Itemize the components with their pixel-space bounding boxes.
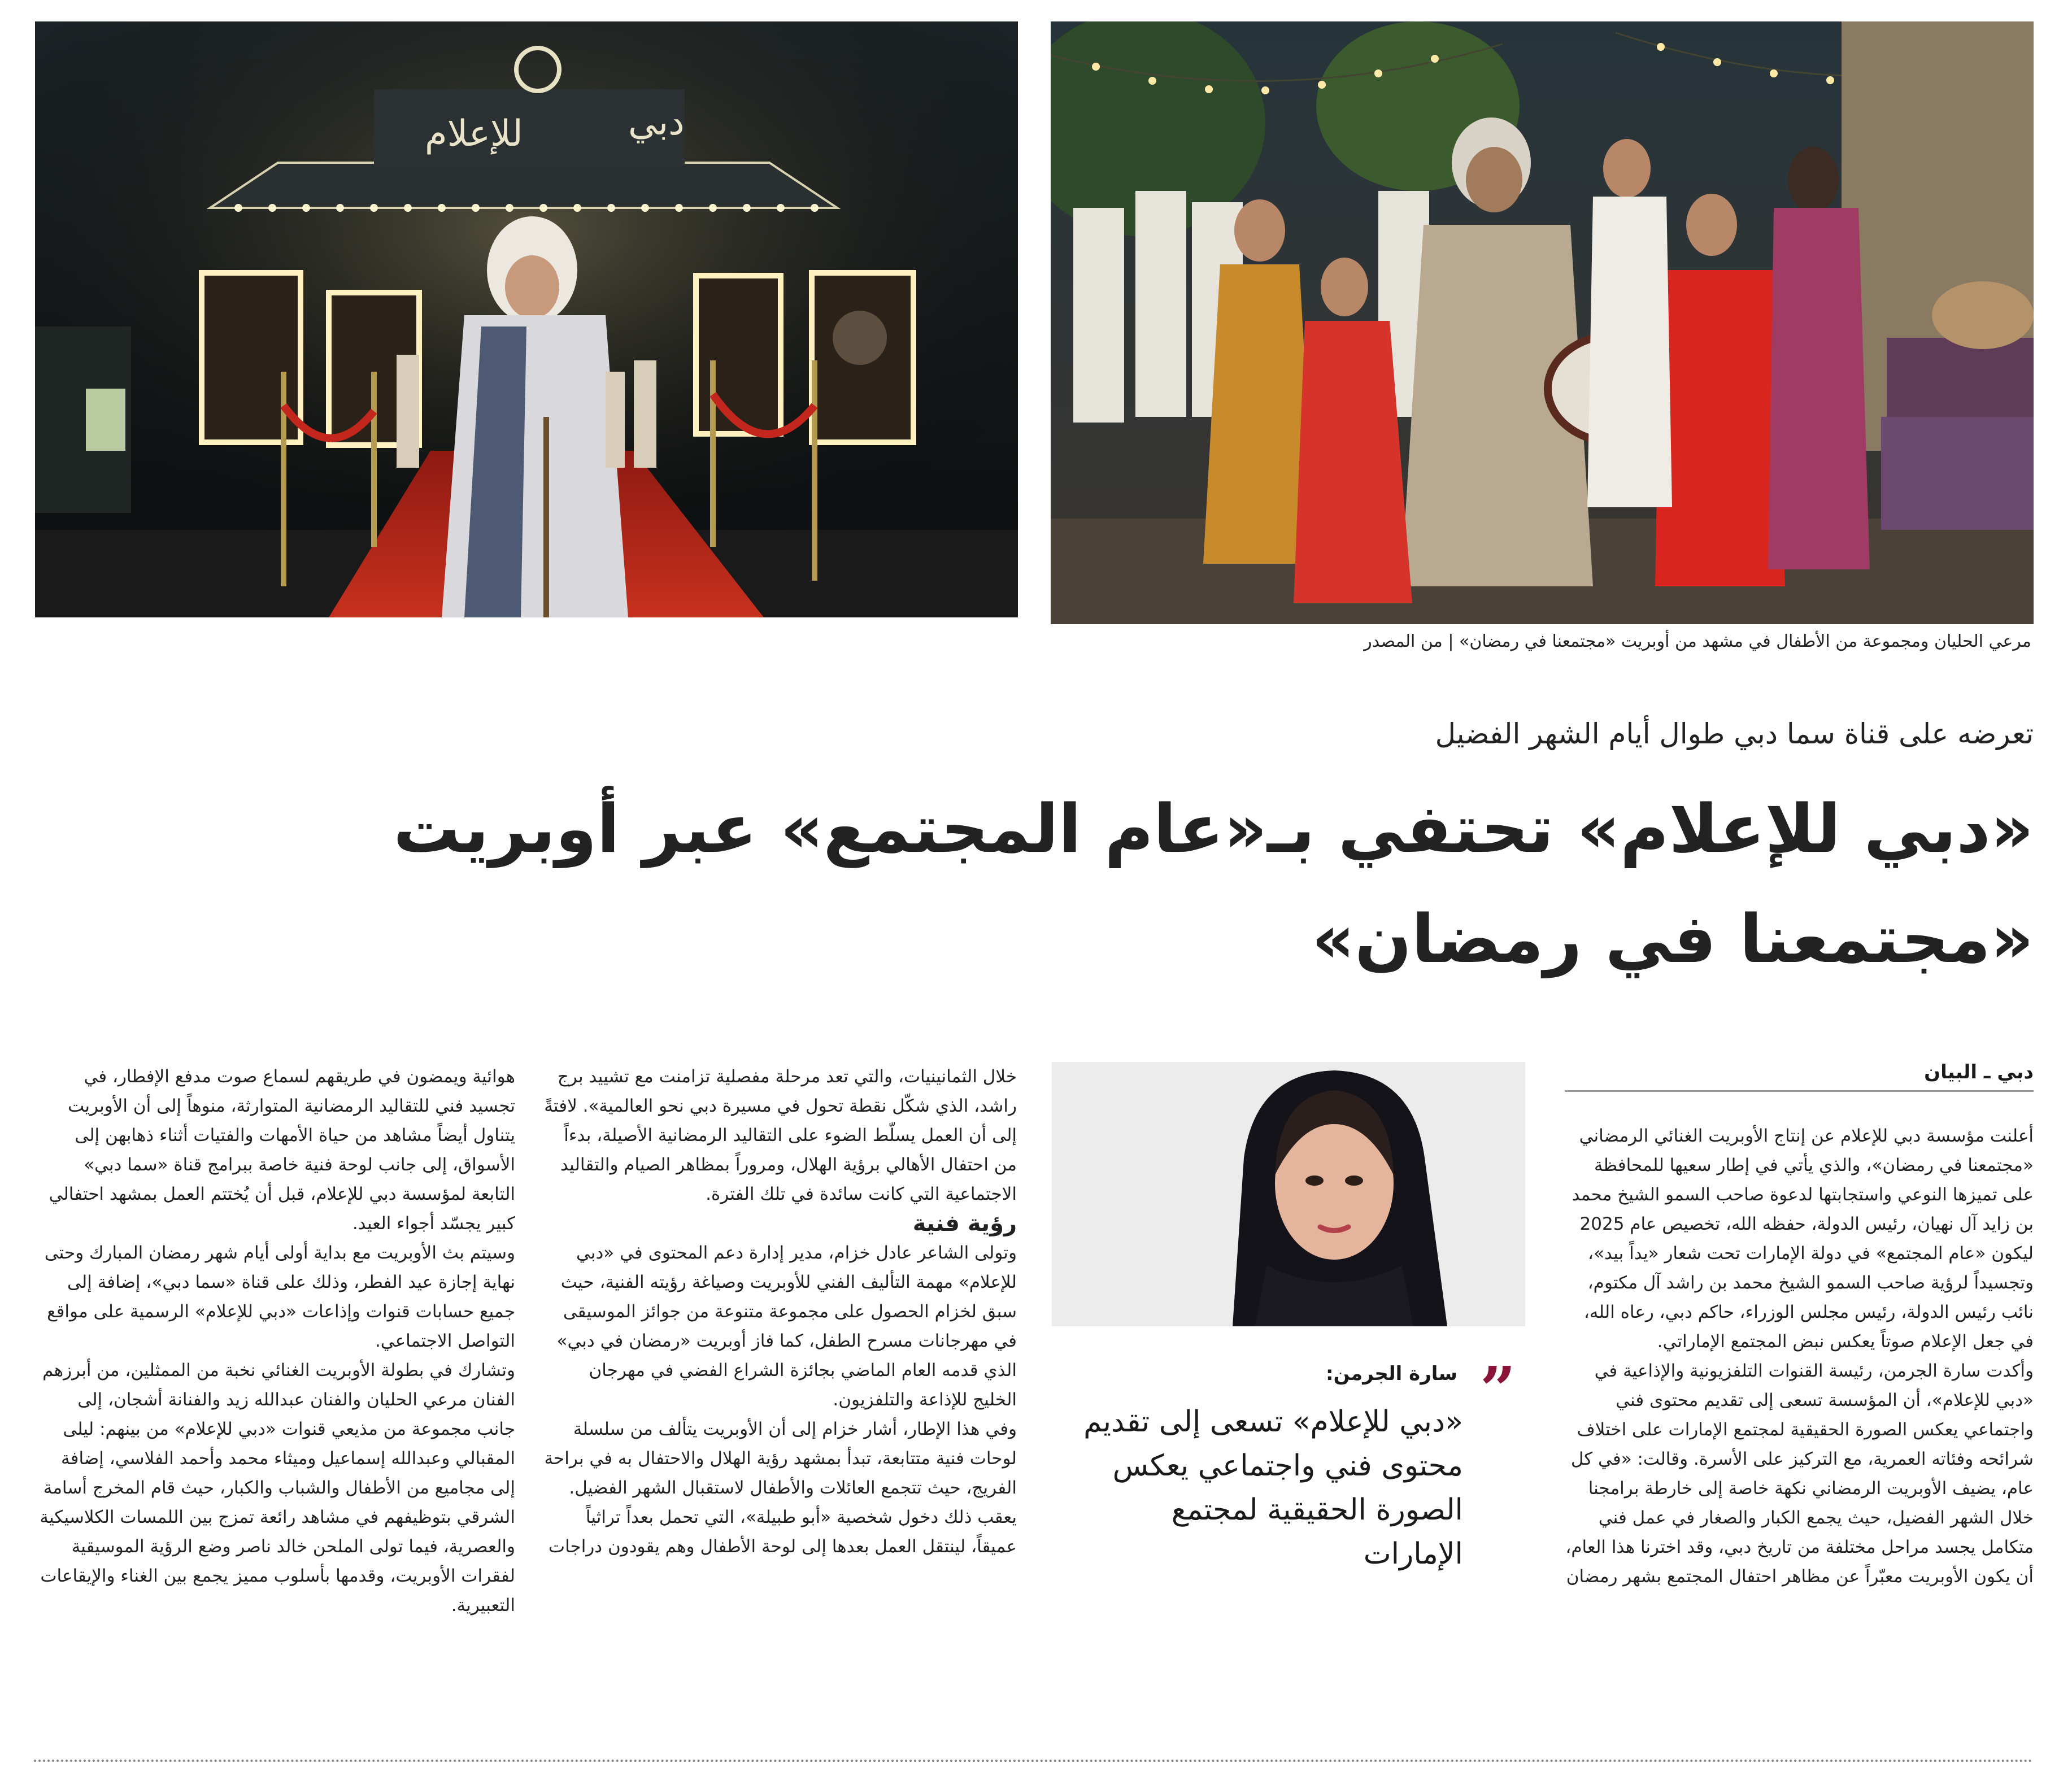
quote-name: سارة الجرمن:	[1325, 1362, 1457, 1385]
headline-line-2: «مجتمعنا في رمضان»	[1311, 900, 2034, 978]
subheading: رؤية فنية	[912, 1211, 1017, 1237]
column-3	[542, 1062, 1017, 1561]
headline-line-1: «دبي للإعلام» تحتفي بـ«عام المجتمع» عبر أوبريت	[393, 790, 2034, 868]
column-3-paragraph-2: وفي هذا الإطار، أشار خزام إلى أن الأوبريت يتألف من سلسلة لوحات فنية متتابعة، تبدأ بمشهد رؤية الهلال والاحتفال به في براحة الفريج، حيث تتجمع العائلات والأطفال لاستقبال الشهر الفضيل. يعقب ذلك دخول شخصية «أبو طبيلة»، التي تحمل بعداً تراثياً عميقاً، لينتقل العمل بعدها إلى لوحة الأطفال وهم يقودون دراجات	[544, 1419, 1017, 1557]
column-1-paragraph-2: وأكدت سارة الجرمن، رئيسة القنوات التلفزيونية والإذاعية في «دبي للإعلام»، أن المؤسسة تسعى إلى تقديم محتوى فني واجتماعي يعكس الصورة الحقيقية لمجتمع الإمارات على اختلاف شرائحه وفئاته العمرية، مع التركيز على الأسرة. وقالت: «في كل عام، يضيف الأوبريت الرمضاني نكهة خاصة إلى خارطة برامجنا خلال الشهر الفضيل، حيث يجمع الكبار والصغار في عمل فني متكامل يجسد مراحل مختلفة من تاريخ دبي، وقد اخترنا هذا العام، أن يكون الأوبريت معبّراً عن مظاهر احتفال المجتمع بشهر رمضان	[1565, 1361, 2034, 1587]
caption-text: مرعي الحليان ومجموعة من الأطفال في مشهد من أوبريت «مجتمعنا في رمضان»	[1459, 632, 2031, 651]
stage-photo	[35, 21, 1018, 617]
caption-source: من المصدر	[1364, 632, 1443, 651]
headline	[169, 774, 2034, 994]
column-4-paragraph-3: وتشارك في بطولة الأوبريت الغنائي نخبة من الممثلين، من أبرزهم الفنان مرعي الحليان والفنان عبدالله زيد والفنانة أشجان، إلى جانب مجموعة من مذيعي قنوات «دبي للإعلام» من بينهم: ليلى المقبالي وعبدالله إسماعيل وميثاء محمد وأحمد الفلاسي، إضافة إلى مجاميع من الأطفال والشباب والكبار، حيث قام المخرج أسامة الشرقي بتوظيفهم في مشاهد رائعة تمزج بين اللمسات الكلاسيكية والعصرية، فيما تولى الملحن خالد ناصر وضع الرؤية الموسيقية لفقرات الأوبريت، وقدمها بأسلوب مميز يجمع بين الغناء والإيقاعات التعبيرية.	[40, 1360, 515, 1616]
quote-text: «دبي للإعلام» تسعى إلى تقديم محتوى فني واجتماعي يعكس الصورة الحقيقية لمجتمع الإمارات	[1083, 1405, 1463, 1571]
portrait-photo	[1052, 1062, 1525, 1326]
children-photo	[1051, 21, 2034, 624]
bottom-divider	[34, 1760, 2034, 1762]
stage-sign-top: دبي	[628, 102, 685, 143]
stage-sign-main: للإعلام	[425, 113, 523, 155]
column-4	[35, 1062, 515, 1620]
column-3-paragraph-1: وتولى الشاعر عادل خزام، مدير إدارة دعم المحتوى في «دبي للإعلام» مهمة التأليف الفني للأوبريت وصياغة رؤيته الفنية، حيث سبق لخزام الحصول على مجموعة متنوعة من جوائز الموسيقى في مهرجانات مسرح الطفل، كما فاز أوبريت «رمضان في دبي» الذي قدمه العام الماضي بجائزة الشراع الفضي في مهرجان الخليج للإذاعة والتلفزيون.	[556, 1243, 1017, 1410]
photo-caption	[1051, 632, 2031, 651]
column-4-paragraph-1: هوائية ويمضون في طريقهم لسماع صوت مدفع الإفطار، في تجسيد فني للتقاليد الرمضانية المتوارثة، منوهاً إلى أن الأوبريت يتناول أيضاً مشاهد من حياة الأمهات والفتيات أثناء ذهابهن إلى الأسواق، إلى جانب لوحة فنية خاصة ببرامج قناة «سما دبي» التابعة لمؤسسة دبي للإعلام، قبل أن يُختتم العمل بمشهد احتفالي كبير يجسّد أجواء العيد.	[49, 1066, 515, 1234]
kicker: تعرضه على قناة سما دبي طوال أيام الشهر الفضيل	[1435, 717, 2034, 750]
byline: دبي ـ البيان	[1565, 1061, 2034, 1092]
column-3-intro: خلال الثمانينيات، والتي تعد مرحلة مفصلية تزامنت مع تشييد برج راشد، الذي شكّل نقطة تحول في مسيرة دبي نحو العالمية». لافتةً إلى أن العمل يسلّط الضوء على التقاليد الرمضانية الأصيلة، بدءاً من احتفال الأهالي برؤية الهلال، ومروراً بمظاهر الصيام والتقاليد الاجتماعية التي كانت سائدة في تلك الفترة.	[544, 1066, 1017, 1204]
column-4-paragraph-2: وسيتم بث الأوبريت مع بداية أولى أيام شهر رمضان المبارك وحتى نهاية إجازة عيد الفطر، وذلك على قناة «سما دبي»، إضافة إلى جميع حسابات قنوات وإذاعات «دبي للإعلام» الرسمية على مواقع التواصل الاجتماعي.	[44, 1243, 515, 1351]
column-1-paragraph-1: أعلنت مؤسسة دبي للإعلام عن إنتاج الأوبريت الغنائي الرمضاني «مجتمعنا في رمضان»، والذي يأتي في إطار سعيها للمحافظة على تميزها النوعي واستجابتها لدعوة صاحب السمو الشيخ محمد بن زايد آل نهيان، رئيس الدولة، حفظه الله، تخصيص عام 2025 ليكون «عام المجتمع» في دولة الإمارات تحت شعار «يداً بيد»، وتجسيداً لرؤية صاحب السمو الشيخ محمد بن راشد آل مكتوم، نائب رئيس الدولة، رئيس مجلس الوزراء، حاكم دبي، رعاه الله، في جعل الإعلام صوتاً يعكس نبض المجتمع الإماراتي.	[1572, 1126, 2034, 1352]
column-1	[1565, 1121, 2034, 1591]
caption-separator: |	[1442, 632, 1459, 651]
quote-mark: ”	[1480, 1353, 1516, 1426]
